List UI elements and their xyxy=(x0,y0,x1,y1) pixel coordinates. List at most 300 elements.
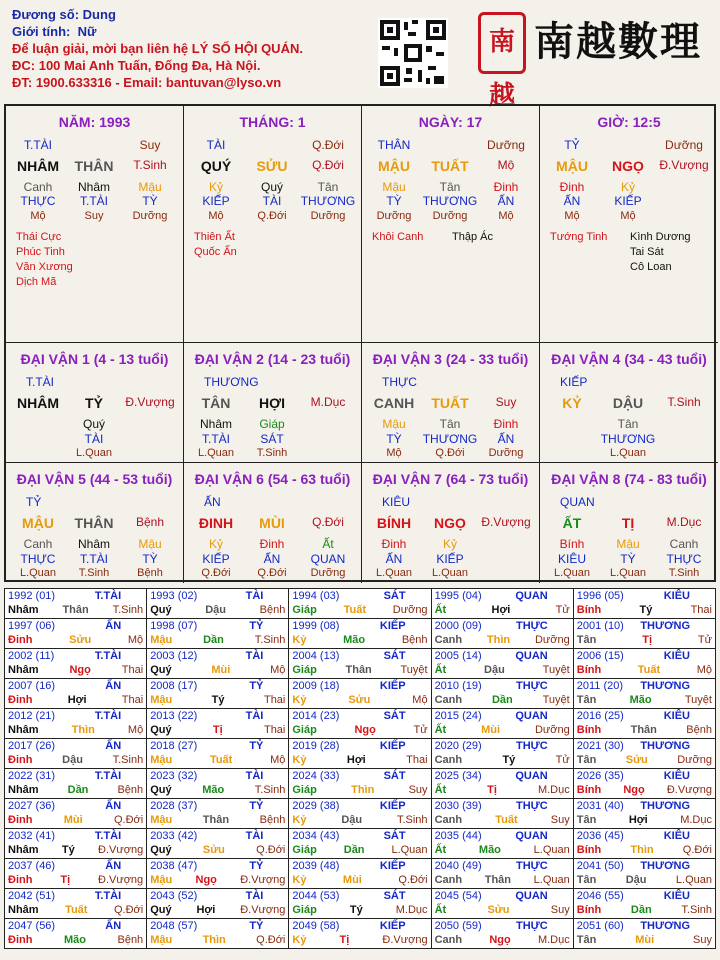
year-label: 2005 (14) xyxy=(434,650,482,662)
year-branch: Dậu xyxy=(205,604,227,616)
year-ten-god: TỶ xyxy=(249,740,264,752)
year-ten-god: TỶ xyxy=(249,800,264,812)
year-label: 1994 (03) xyxy=(292,590,340,602)
dai-van-cell: Bệnh xyxy=(137,567,163,579)
year-label: 1999 (08) xyxy=(292,620,340,632)
year-label: 2019 (28) xyxy=(292,740,340,752)
year-label: 2035 (44) xyxy=(434,830,482,842)
year-cell xyxy=(431,919,573,949)
dai-van-cell: ẤN xyxy=(263,552,281,566)
year-stem: Đinh xyxy=(8,694,33,706)
year-branch: Sửu xyxy=(69,634,92,646)
dai-van-cell: Q.Đới xyxy=(257,567,287,579)
star-item: Thiên Ất xyxy=(194,231,235,243)
dai-van-6 xyxy=(184,463,362,583)
year-branch: Mùi xyxy=(63,814,83,826)
year-phase: Mộ xyxy=(127,634,144,646)
dai-van-cell: M.Dục xyxy=(666,515,702,529)
dai-van-cell: Tân xyxy=(617,417,639,431)
year-phase: L.Quan xyxy=(533,874,570,886)
year-label: 2028 (37) xyxy=(150,800,198,812)
year-branch: Mùi xyxy=(481,724,501,736)
year-branch: Tý xyxy=(211,694,225,706)
year-label: 2045 (54) xyxy=(434,890,482,902)
year-cell xyxy=(289,889,431,919)
pillar-cell: Suy xyxy=(139,138,161,152)
year-stem: Kỷ xyxy=(292,874,307,886)
phone-email-line: ĐT: 1900.633316 - Email: bantuvan@lyso.vn xyxy=(12,75,282,90)
pillar-cell: MẬU xyxy=(378,158,410,174)
star-item: Cô Loan xyxy=(630,261,672,273)
year-cell xyxy=(5,799,147,829)
year-ten-god: ẤN xyxy=(105,800,122,812)
year-cell xyxy=(289,799,431,829)
year-cell xyxy=(5,649,147,679)
year-ten-god: THỰC xyxy=(516,680,548,692)
year-branch: Dậu xyxy=(625,874,647,886)
year-phase: Thai xyxy=(263,694,286,706)
dai-van-cell: Quý xyxy=(82,417,105,431)
year-row xyxy=(5,889,716,919)
year-stem: Giáp xyxy=(292,724,317,736)
year-stem: Ất xyxy=(434,844,447,856)
year-phase: Suy xyxy=(550,904,570,916)
year-stem: Ất xyxy=(434,724,447,736)
year-phase: T.Sinh xyxy=(396,814,428,826)
year-branch: Ngọ xyxy=(354,724,376,736)
dai-van-cell: KIẾP xyxy=(202,552,230,566)
pillar-cell: TÀI xyxy=(262,194,282,208)
year-cell xyxy=(5,589,147,619)
year-ten-god: ẤN xyxy=(105,620,122,632)
year-phase: Dưỡng xyxy=(534,724,570,736)
year-label: 2008 (17) xyxy=(150,680,198,692)
year-ten-god: TỶ xyxy=(249,680,264,692)
year-ten-god: SÁT xyxy=(383,770,406,782)
pillar-cell: MẬU xyxy=(556,158,588,174)
year-label: 2013 (22) xyxy=(150,710,198,722)
year-ten-god: T.TÀI xyxy=(94,830,122,842)
year-stem: Canh xyxy=(434,694,463,706)
year-phase: L.Quan xyxy=(675,874,712,886)
year-label: 2037 (46) xyxy=(8,860,56,872)
year-stem: Quý xyxy=(150,664,172,676)
year-stem: Ất xyxy=(434,604,447,616)
dai-van-cell: THỰC xyxy=(20,552,56,566)
pillar-cell: Mộ xyxy=(620,210,636,222)
year-branch: Ngọ xyxy=(195,874,217,886)
year-cell xyxy=(573,919,715,949)
year-ten-god: QUAN xyxy=(515,710,548,722)
year-label: 2025 (34) xyxy=(434,770,482,782)
pillar-cell: NGỌ xyxy=(612,158,644,174)
year-phase: Suy xyxy=(408,784,428,796)
year-phase: Suy xyxy=(550,814,570,826)
year-ten-god: KIẾP xyxy=(379,680,406,692)
dai-van-cell: HỢI xyxy=(259,395,285,411)
year-branch: Mùi xyxy=(635,934,655,946)
year-stem: Canh xyxy=(434,634,463,646)
year-cell xyxy=(147,649,289,679)
dai-van-2 xyxy=(184,343,362,463)
year-stem: Canh xyxy=(434,934,463,946)
year-branch: Tuất xyxy=(637,664,661,676)
dai-van-cell: Q.Đới xyxy=(435,447,465,459)
pillar-cell: Dưỡng xyxy=(432,210,468,222)
pillar-cell: Đinh xyxy=(559,180,585,194)
star-item: Tai Sát xyxy=(630,246,664,258)
pillar-cell: Tân xyxy=(439,180,461,194)
year-stem: Tân xyxy=(576,934,597,946)
year-ten-god: KIẾP xyxy=(379,740,406,752)
year-cell xyxy=(147,679,289,709)
year-ten-god: QUAN xyxy=(515,830,548,842)
dai-van-title: ĐẠI VẬN 5 (44 - 53 tuổi) xyxy=(16,471,173,487)
year-row xyxy=(5,919,716,949)
year-cell xyxy=(289,589,431,619)
year-branch: Thân xyxy=(202,814,230,826)
year-phase: Tử xyxy=(413,724,428,736)
year-cell xyxy=(573,589,715,619)
dai-van-cell: ẤN xyxy=(497,432,515,446)
year-ten-god: KIẾP xyxy=(379,800,406,812)
dai-van-top: T.TÀI xyxy=(26,375,55,389)
year-stem: Ất xyxy=(434,664,447,676)
pillar-cell: Quý xyxy=(260,180,283,194)
year-phase: Tuyệt xyxy=(684,694,712,706)
year-branch: Thân xyxy=(630,724,657,736)
year-phase: Tử xyxy=(555,754,570,766)
year-ten-god: KIÊU xyxy=(663,650,690,662)
dai-van-cell: L.Quan xyxy=(553,567,591,579)
pillar-cell: TỶ xyxy=(564,138,580,152)
year-branch: Tuất xyxy=(343,604,367,616)
year-phase: Q.Đới xyxy=(398,874,428,886)
year-cell xyxy=(5,829,147,859)
year-label: 2009 (18) xyxy=(292,680,340,692)
year-label: 2038 (47) xyxy=(150,860,198,872)
year-ten-god: THƯƠNG xyxy=(640,620,690,632)
year-phase: Bệnh xyxy=(401,634,428,646)
dai-van-7 xyxy=(362,463,540,583)
year-branch: Tuất xyxy=(65,904,88,916)
star-item: Khôi Canh xyxy=(372,231,424,243)
dai-van-cell: Nhâm xyxy=(199,417,232,431)
pillar-2 xyxy=(184,106,362,343)
year-label: 2042 (51) xyxy=(8,890,56,902)
year-phase: Q.Đới xyxy=(256,844,286,856)
year-stem: Đinh xyxy=(8,934,33,946)
year-label: 2033 (42) xyxy=(150,830,198,842)
year-branch: Mùi xyxy=(342,874,362,886)
year-stem: Bính xyxy=(576,604,602,616)
year-cell xyxy=(5,619,147,649)
year-label: 2039 (48) xyxy=(292,860,340,872)
dai-van-title: ĐẠI VẬN 8 (74 - 83 tuổi) xyxy=(551,471,707,487)
year-cell xyxy=(289,859,431,889)
year-branch: Tị xyxy=(212,724,223,736)
dai-van-cell: TỲ xyxy=(142,552,158,566)
year-stem: Tân xyxy=(576,694,597,706)
year-label: 2003 (12) xyxy=(150,650,198,662)
year-phase: Mộ xyxy=(127,724,144,736)
year-stem: Mậu xyxy=(150,814,173,826)
year-label: 2040 (49) xyxy=(434,860,482,872)
year-branch: Tị xyxy=(487,784,497,796)
year-branch: Mão xyxy=(629,694,652,706)
year-stem: Quý xyxy=(150,844,172,856)
dai-van-top: KIÊU xyxy=(382,495,411,509)
year-label: 2021 (30) xyxy=(576,740,624,752)
year-ten-god: T.TÀI xyxy=(94,890,122,902)
address-line: ĐC: 100 Mai Anh Tuấn, Đống Đa, Hà Nội. xyxy=(12,58,261,73)
year-phase: Đ.Vượng xyxy=(666,784,712,796)
dai-van-cell: SÁT xyxy=(260,432,284,446)
dai-van-cell: T.Sinh xyxy=(668,567,700,579)
pillar-cell: Kỷ xyxy=(620,180,635,194)
year-stem: Mậu xyxy=(150,754,173,766)
year-stem: Mậu xyxy=(150,694,173,706)
year-label: 2012 (21) xyxy=(8,710,56,722)
year-phase: Đ.Vượng xyxy=(98,844,144,856)
year-cell xyxy=(573,709,715,739)
year-cell xyxy=(431,889,573,919)
year-stem: Tân xyxy=(576,754,597,766)
year-phase: Tuyệt xyxy=(542,664,570,676)
dai-van-cell: Kỷ xyxy=(208,537,223,551)
pillar-cell: Mộ xyxy=(564,210,580,222)
year-branch: Mão xyxy=(202,784,225,796)
pillar-title: NGÀY: 17 xyxy=(418,114,483,130)
dai-van-cell: Đinh xyxy=(259,537,285,551)
year-ten-god: TÀI xyxy=(245,830,264,842)
year-ten-god: ẤN xyxy=(105,680,122,692)
dai-van-cell: Bệnh xyxy=(135,515,165,529)
pillar-cell: ẤN xyxy=(497,194,515,208)
year-branch: Thìn xyxy=(202,934,226,946)
year-cell xyxy=(431,709,573,739)
year-cell xyxy=(431,649,573,679)
year-cell xyxy=(431,739,573,769)
year-phase: Mộ xyxy=(270,664,286,676)
year-row xyxy=(5,589,716,619)
year-ten-god: THỰC xyxy=(516,740,548,752)
year-ten-god: THƯƠNG xyxy=(640,860,690,872)
year-label: 2004 (13) xyxy=(292,650,340,662)
year-ten-god: TỶ xyxy=(249,620,264,632)
year-branch: Mão xyxy=(343,634,366,646)
year-cell xyxy=(431,769,573,799)
year-branch: Hợi xyxy=(346,754,366,766)
year-label: 2030 (39) xyxy=(434,800,482,812)
dai-van-cell: Tân xyxy=(439,417,461,431)
year-row xyxy=(5,829,716,859)
dai-van-cell: Đ.Vượng xyxy=(481,515,531,529)
year-cell xyxy=(147,829,289,859)
year-stem: Kỷ xyxy=(292,814,307,826)
year-phase: Bệnh xyxy=(259,604,286,616)
dai-van-cell: THỰC xyxy=(666,552,702,566)
gender-label: Giới tính: xyxy=(12,24,71,39)
pillar-cell: Mộ xyxy=(208,210,224,222)
year-phase: Tử xyxy=(555,604,570,616)
year-phase: Tuyệt xyxy=(542,694,570,706)
pillar-title: NĂM: 1993 xyxy=(58,114,131,130)
pillar-cell: Dưỡng xyxy=(487,138,525,152)
year-branch: Hợi xyxy=(491,604,511,616)
pillar-cell: THỰC xyxy=(20,194,56,208)
year-ten-god: T.TÀI xyxy=(94,650,122,662)
pillar-stars-left xyxy=(550,230,607,245)
logo-title: 南越數理 xyxy=(534,18,702,65)
year-phase: Q.Đới xyxy=(682,844,712,856)
pillar-cell: THÂN xyxy=(377,138,411,152)
year-phase: Đ.Vượng xyxy=(98,874,144,886)
dai-van-cell: QUAN xyxy=(310,552,346,566)
year-branch: Sửu xyxy=(487,904,510,916)
year-stem: Canh xyxy=(434,874,463,886)
year-phase: T.Sinh xyxy=(112,754,144,766)
dai-van-top: THỰC xyxy=(382,375,417,389)
year-branch: Ngọ xyxy=(69,664,91,676)
year-cell xyxy=(289,679,431,709)
pillar-1 xyxy=(6,106,184,343)
dai-van-cell: T.Sinh xyxy=(256,447,288,459)
year-label: 2051 (60) xyxy=(576,920,624,932)
pillar-cell: Đinh xyxy=(493,180,519,194)
pillar-3 xyxy=(362,106,540,343)
year-stem: Đinh xyxy=(8,814,33,826)
year-phase: Tử xyxy=(697,634,712,646)
year-ten-god: TÀI xyxy=(245,650,264,662)
year-branch: Mùi xyxy=(211,664,231,676)
year-label: 2014 (23) xyxy=(292,710,340,722)
year-phase: M.Dục xyxy=(537,784,570,796)
year-cell xyxy=(147,589,289,619)
year-label: 2007 (16) xyxy=(8,680,56,692)
year-phase: Suy xyxy=(693,934,712,946)
dai-van-cell: T.TÀI xyxy=(201,432,230,446)
year-branch: Tị xyxy=(60,874,71,886)
year-phase: T.Sinh xyxy=(254,634,286,646)
pillar-cell: THƯƠNG xyxy=(300,194,356,208)
dai-van-cell: Đinh xyxy=(493,417,519,431)
dai-van-4 xyxy=(540,343,718,463)
year-phase: Dưỡng xyxy=(534,634,570,646)
year-label: 2026 (35) xyxy=(576,770,624,782)
year-ten-god: TÀI xyxy=(245,890,264,902)
year-branch: Tý xyxy=(61,844,75,856)
year-stem: Ất xyxy=(434,904,447,916)
dai-van-cell: Giáp xyxy=(259,417,285,431)
year-label: 2034 (43) xyxy=(292,830,340,842)
year-stem: Mậu xyxy=(150,874,173,886)
year-ten-god: KIẾP xyxy=(379,860,406,872)
pillar-cell: Tân xyxy=(317,180,339,194)
pillar-cell: Mậu xyxy=(382,180,406,194)
year-ten-god: SÁT xyxy=(383,590,406,602)
pillar-cell: T.Sinh xyxy=(133,158,167,172)
dai-van-cell: Bính xyxy=(559,537,585,551)
year-stem: Bính xyxy=(576,664,602,676)
year-cell xyxy=(147,919,289,949)
year-branch: Dậu xyxy=(62,754,83,766)
dai-van-cell: Dưỡng xyxy=(488,447,524,459)
year-stem: Nhâm xyxy=(8,844,39,856)
year-phase: T.Sinh xyxy=(681,904,712,916)
year-label: 2027 (36) xyxy=(8,800,56,812)
year-branch: Tý xyxy=(639,604,653,616)
year-cell xyxy=(289,739,431,769)
dai-van-cell: TỊ xyxy=(621,515,635,531)
year-cell xyxy=(573,829,715,859)
year-stem: Giáp xyxy=(292,904,317,916)
year-label: 2001 (10) xyxy=(576,620,624,632)
year-ten-god: SÁT xyxy=(383,890,406,902)
year-label: 2041 (50) xyxy=(576,860,624,872)
dai-van-cell: M.Dục xyxy=(310,395,346,409)
year-cell xyxy=(5,679,147,709)
pillar-stars-left xyxy=(194,230,237,260)
dai-van-cell: KIÊU xyxy=(557,552,586,566)
year-ten-god: QUAN xyxy=(515,770,548,782)
dai-van-8 xyxy=(540,463,718,583)
year-phase: L.Quan xyxy=(533,844,570,856)
dai-van-cell: THÂN xyxy=(74,515,114,531)
year-ten-god: KIẾP xyxy=(379,620,406,632)
year-branch: Hợi xyxy=(196,904,216,916)
year-ten-god: THƯƠNG xyxy=(640,680,690,692)
pillar-cell: TỲ xyxy=(386,194,402,208)
dai-van-cell: ẤN xyxy=(385,552,403,566)
dai-van-cell: L.Quan xyxy=(197,447,235,459)
year-ten-god: QUAN xyxy=(515,650,548,662)
year-stem: Nhâm xyxy=(8,664,39,676)
dai-van-cell: Q.Đới xyxy=(201,567,231,579)
dai-van-cell: KIẾP xyxy=(436,552,464,566)
dai-van-cell: T.Sinh xyxy=(667,395,701,409)
year-branch: Tý xyxy=(349,904,363,916)
year-cell xyxy=(147,769,289,799)
year-phase: Q.Đới xyxy=(256,934,286,946)
year-cell xyxy=(147,709,289,739)
dai-van-top: KIẾP xyxy=(560,375,588,389)
year-stem: Kỷ xyxy=(292,754,307,766)
year-label: 1993 (02) xyxy=(150,590,198,602)
dai-van-cell: THƯƠNG xyxy=(422,432,478,446)
year-label: 2036 (45) xyxy=(576,830,624,842)
year-phase: Dưỡng xyxy=(677,754,712,766)
year-phase: Q.Đới xyxy=(113,904,144,916)
year-branch: Sửu xyxy=(348,694,371,706)
dai-van-cell: L.Quan xyxy=(431,567,469,579)
year-ten-god: THỰC xyxy=(516,800,548,812)
year-cell xyxy=(573,649,715,679)
dai-van-top: TỶ xyxy=(26,495,42,509)
year-ten-god: T.TÀI xyxy=(94,590,122,602)
pillar-cell: T.TÀI xyxy=(23,138,52,152)
pillar-cell: Đ.Vượng xyxy=(659,158,709,172)
pillar-cell: T.TÀI xyxy=(79,194,108,208)
year-label: 2050 (59) xyxy=(434,920,482,932)
pillar-cell: THƯƠNG xyxy=(422,194,478,208)
year-cell xyxy=(573,889,715,919)
pillar-cell: THÂN xyxy=(74,158,114,174)
dai-van-1 xyxy=(6,343,184,463)
dai-van-title: ĐẠI VẬN 2 (14 - 23 tuổi) xyxy=(194,351,351,367)
dai-van-cell: DẬU xyxy=(612,395,644,411)
pillar-cell: KIẾP xyxy=(614,194,642,208)
